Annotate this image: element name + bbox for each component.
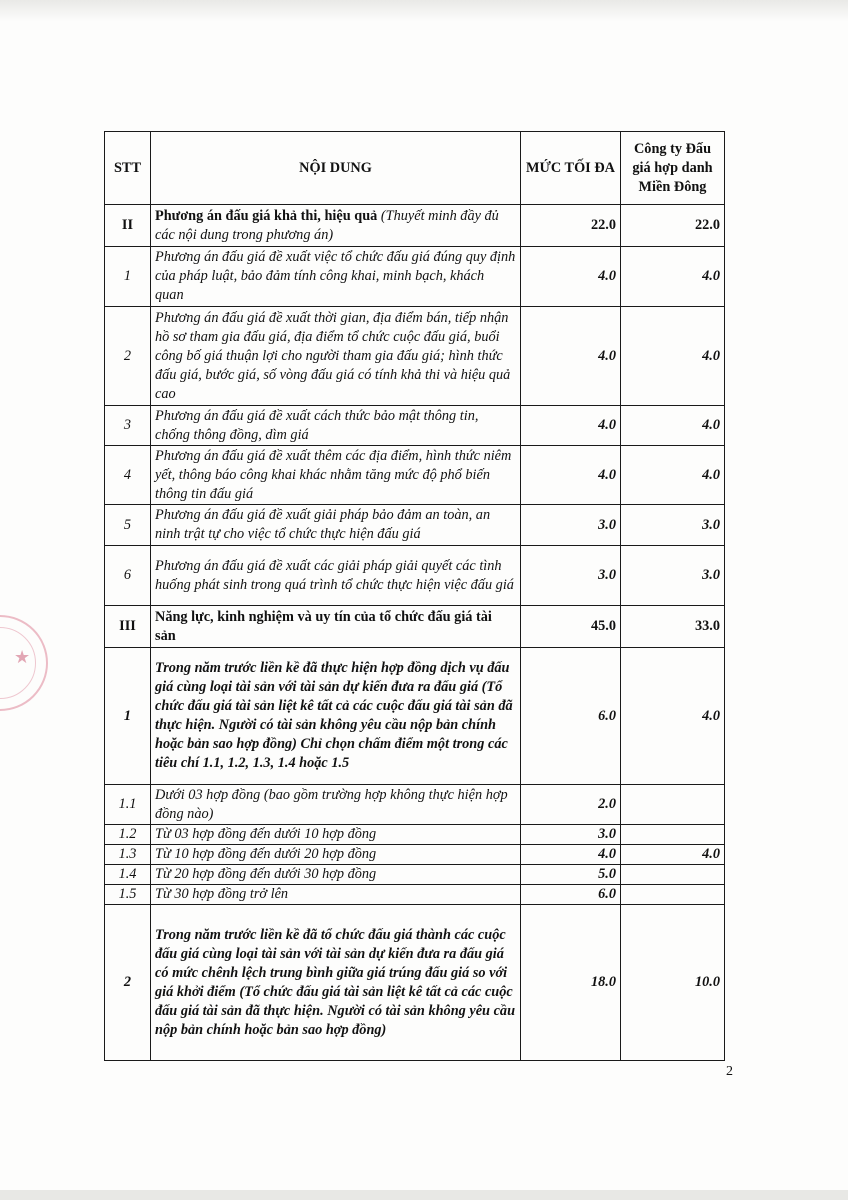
row-content: Năng lực, kinh nghiệm và uy tín của tổ chức đấu giá tài sản bbox=[151, 606, 521, 648]
table-row bbox=[105, 785, 725, 825]
row-max: 6.0 bbox=[521, 885, 621, 905]
table-row bbox=[105, 307, 725, 406]
page-number: 2 bbox=[726, 1064, 733, 1079]
header-muc-toi-da: MỨC TỐI ĐA bbox=[521, 132, 621, 205]
row-content-bold: Phương án đấu giá khả thi, hiệu quả bbox=[155, 207, 381, 224]
row-content: Từ 30 hợp đồng trở lên bbox=[151, 885, 521, 905]
row-content: Trong năm trước liền kề đã thực hiện hợp đồng dịch vụ đấu giá cùng loại tài sản với tài sản dự kiến đưa ra đấu giá (Tổ chức đấu giá tài sản liệt kê tất cả các cuộc đấu giá tài sản đã thực hiện. Người có tài sản không yêu cầu nộp bản chính hoặc bản sao hợp đồng) Chỉ chọn chấm điểm một trong các tiêu chí 1.1, 1.2, 1.3, 1.4 hoặc 1.5 bbox=[151, 648, 521, 785]
row-stt: 1 bbox=[105, 247, 151, 307]
row-score: 4.0 bbox=[621, 648, 725, 785]
table-row bbox=[105, 825, 725, 845]
red-seal-stamp bbox=[0, 615, 48, 711]
row-score: 22.0 bbox=[621, 205, 725, 247]
row-max: 4.0 bbox=[521, 307, 621, 406]
row-stt: 3 bbox=[105, 406, 151, 446]
row-score: 4.0 bbox=[621, 406, 725, 446]
table-header-row bbox=[105, 132, 725, 205]
row-stt: 4 bbox=[105, 446, 151, 505]
row-stt: 1 bbox=[105, 648, 151, 785]
row-max: 4.0 bbox=[521, 247, 621, 307]
row-content: Phương án đấu giá đề xuất thêm các địa điểm, hình thức niêm yết, thông báo công khai khác nhằm tăng mức độ phổ biến thông tin đấu giá bbox=[151, 446, 521, 505]
row-content bbox=[151, 205, 521, 247]
table-row bbox=[105, 546, 725, 606]
header-cong-ty: Công ty Đấu giá hợp danh Miền Đông bbox=[621, 132, 725, 205]
row-content: Phương án đấu giá đề xuất việc tổ chức đấu giá đúng quy định của pháp luật, bảo đảm tính công khai, minh bạch, khách quan bbox=[151, 247, 521, 307]
table-row bbox=[105, 406, 725, 446]
table-row bbox=[105, 905, 725, 1061]
row-score: 10.0 bbox=[621, 905, 725, 1061]
row-stt: 1.2 bbox=[105, 825, 151, 845]
scoring-table bbox=[104, 131, 725, 1061]
table-row bbox=[105, 885, 725, 905]
row-score bbox=[621, 865, 725, 885]
row-max: 4.0 bbox=[521, 845, 621, 865]
row-score bbox=[621, 785, 725, 825]
row-max: 6.0 bbox=[521, 648, 621, 785]
row-max: 3.0 bbox=[521, 825, 621, 845]
row-score bbox=[621, 885, 725, 905]
table-row bbox=[105, 845, 725, 865]
row-stt: 5 bbox=[105, 505, 151, 546]
row-content-italic: (Thuyết minh đầy đủ các nội dung trong phương án) bbox=[155, 207, 499, 243]
row-stt: II bbox=[105, 205, 151, 247]
table-row bbox=[105, 648, 725, 785]
row-content: Phương án đấu giá đề xuất các giải pháp giải quyết các tình huống phát sinh trong quá trình tổ chức thực hiện việc đấu giá bbox=[151, 546, 521, 606]
row-content: Từ 10 hợp đồng đến dưới 20 hợp đồng bbox=[151, 845, 521, 865]
table-row bbox=[105, 865, 725, 885]
row-stt: 2 bbox=[105, 307, 151, 406]
row-score: 3.0 bbox=[621, 546, 725, 606]
row-score: 4.0 bbox=[621, 307, 725, 406]
row-stt: 1.3 bbox=[105, 845, 151, 865]
scan-top-edge bbox=[0, 0, 848, 22]
row-score: 4.0 bbox=[621, 247, 725, 307]
row-stt: 1.1 bbox=[105, 785, 151, 825]
row-stt: 1.5 bbox=[105, 885, 151, 905]
row-score: 33.0 bbox=[621, 606, 725, 648]
table-row bbox=[105, 247, 725, 307]
row-content: Từ 20 hợp đồng đến dưới 30 hợp đồng bbox=[151, 865, 521, 885]
row-stt: III bbox=[105, 606, 151, 648]
row-content: Phương án đấu giá đề xuất thời gian, địa điểm bán, tiếp nhận hồ sơ tham gia đấu giá, địa điểm tổ chức cuộc đấu giá, buổi công bố giá thuận lợi cho người tham gia đấu giá; hình thức đấu giá, bước giá, số vòng đấu giá có tính khả thi và hiệu quả cao bbox=[151, 307, 521, 406]
row-score: 4.0 bbox=[621, 845, 725, 865]
row-stt: 6 bbox=[105, 546, 151, 606]
row-stt: 2 bbox=[105, 905, 151, 1061]
row-max: 22.0 bbox=[521, 205, 621, 247]
row-max: 5.0 bbox=[521, 865, 621, 885]
table-row bbox=[105, 505, 725, 546]
row-score bbox=[621, 825, 725, 845]
row-content: Phương án đấu giá đề xuất cách thức bảo mật thông tin, chống thông đồng, dìm giá bbox=[151, 406, 521, 446]
scan-bottom-edge bbox=[0, 1190, 848, 1200]
row-stt: 1.4 bbox=[105, 865, 151, 885]
row-max: 3.0 bbox=[521, 505, 621, 546]
row-max: 18.0 bbox=[521, 905, 621, 1061]
header-stt: STT bbox=[105, 132, 151, 205]
row-max: 4.0 bbox=[521, 446, 621, 505]
row-max: 4.0 bbox=[521, 406, 621, 446]
table-row bbox=[105, 446, 725, 505]
row-max: 2.0 bbox=[521, 785, 621, 825]
row-content: Dưới 03 hợp đồng (bao gồm trường hợp không thực hiện hợp đồng nào) bbox=[151, 785, 521, 825]
row-content: Phương án đấu giá đề xuất giải pháp bảo đảm an toàn, an ninh trật tự cho việc tổ chức thực hiện đấu giá bbox=[151, 505, 521, 546]
row-content: Trong năm trước liền kề đã tổ chức đấu giá thành các cuộc đấu giá cùng loại tài sản với tài sản dự kiến đưa ra đấu giá có mức chênh lệch trung bình giữa giá trúng đấu giá so với giá khởi điểm (Tổ chức đấu giá tài sản liệt kê tất cả các cuộc đấu giá tài sản đã thực hiện. Người có tài sản không yêu cầu nộp bản chính hoặc bản sao hợp đồng) bbox=[151, 905, 521, 1061]
row-score: 4.0 bbox=[621, 446, 725, 505]
row-max: 3.0 bbox=[521, 546, 621, 606]
table-row bbox=[105, 205, 725, 247]
row-max: 45.0 bbox=[521, 606, 621, 648]
row-score: 3.0 bbox=[621, 505, 725, 546]
row-content: Từ 03 hợp đồng đến dưới 10 hợp đồng bbox=[151, 825, 521, 845]
table-row bbox=[105, 606, 725, 648]
seal-star-icon: ★ bbox=[14, 647, 31, 667]
header-noi-dung: NỘI DUNG bbox=[151, 132, 521, 205]
